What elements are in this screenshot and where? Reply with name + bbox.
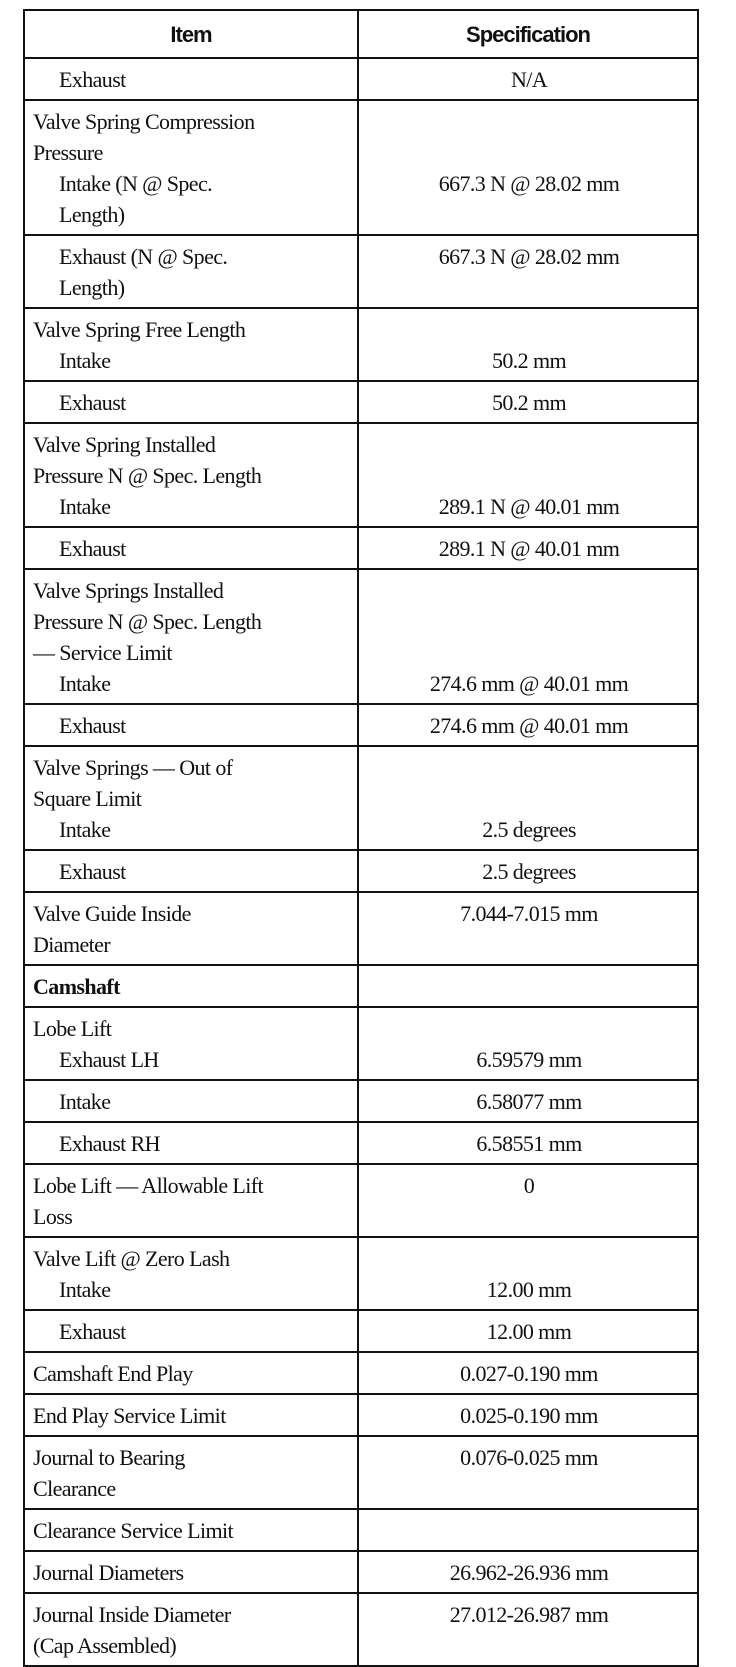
table-row	[24, 100, 698, 235]
table-row	[24, 1122, 698, 1164]
specification-cell	[358, 1551, 698, 1593]
table-row	[24, 1164, 698, 1237]
item-label: Valve Spring Free Length	[33, 317, 246, 342]
specification-value: 7.044-7.015 mm	[460, 901, 598, 926]
specification-cell	[358, 1164, 698, 1237]
specification-cell	[358, 1007, 698, 1080]
specification-cell	[358, 892, 698, 965]
specification-cell	[358, 308, 698, 381]
specification-cell	[358, 569, 698, 704]
specification-cell	[358, 704, 698, 746]
table-row	[24, 1394, 698, 1436]
item-cell	[24, 1080, 358, 1122]
specification-cell	[358, 527, 698, 569]
item-cell	[24, 704, 358, 746]
item-label: Valve Spring Installed	[33, 432, 216, 457]
table-row	[24, 1352, 698, 1394]
item-label: Journal to Bearing	[33, 1445, 185, 1470]
specification-value: 50.2 mm	[491, 390, 567, 415]
specification-cell	[358, 58, 698, 100]
specification-cell	[358, 850, 698, 892]
item-subitem-label: Exhaust RH	[59, 1131, 160, 1156]
table-row	[24, 850, 698, 892]
item-cell	[24, 1122, 358, 1164]
item-cell	[24, 1436, 358, 1509]
spacer	[367, 137, 691, 168]
item-label: Diameter	[33, 932, 111, 957]
column-header-specification: Specification	[358, 10, 698, 58]
table-row	[24, 308, 698, 381]
specification-value: 0.027-0.190 mm	[460, 1361, 598, 1386]
specification-value: 50.2 mm	[491, 348, 567, 373]
spacer	[367, 752, 691, 783]
item-subitem-label: Exhaust (N @ Spec.	[59, 244, 228, 269]
specification-cell	[358, 965, 698, 1007]
table-row	[24, 381, 698, 423]
table-row	[24, 892, 698, 965]
column-header-item: Item	[24, 10, 358, 58]
specification-value: 12.00 mm	[486, 1277, 572, 1302]
item-subitem-label: Length)	[59, 202, 125, 227]
specification-value: 289.1 N @ 40.01 mm	[438, 536, 620, 561]
table-row	[24, 527, 698, 569]
item-label: Clearance Service Limit	[33, 1518, 233, 1543]
specification-value: 6.58551 mm	[476, 1131, 582, 1156]
specification-value: 2.5 degrees	[482, 817, 576, 842]
item-label: — Service Limit	[33, 640, 172, 665]
specification-cell	[358, 1436, 698, 1509]
item-label: End Play Service Limit	[33, 1403, 226, 1428]
item-label: Journal Diameters	[33, 1560, 184, 1585]
item-label: Camshaft End Play	[33, 1361, 193, 1386]
table-row	[24, 423, 698, 527]
item-label: Square Limit	[33, 786, 142, 811]
table-row	[24, 1551, 698, 1593]
specification-cell	[358, 423, 698, 527]
table-row	[24, 1593, 698, 1666]
specification-value: 2.5 degrees	[482, 859, 576, 884]
item-cell	[24, 527, 358, 569]
specification-cell	[358, 100, 698, 235]
specification-value: 0.076-0.025 mm	[460, 1445, 598, 1470]
item-subitem-label: Exhaust	[59, 859, 126, 884]
table-row	[24, 1310, 698, 1352]
item-cell	[24, 746, 358, 850]
item-label: (Cap Assembled)	[33, 1633, 177, 1658]
specification-cell	[358, 1080, 698, 1122]
item-subitem-label: Intake	[59, 1089, 111, 1114]
item-cell	[24, 1310, 358, 1352]
specification-cell	[358, 381, 698, 423]
specification-value: 667.3 N @ 28.02 mm	[438, 244, 620, 269]
table-row	[24, 58, 698, 100]
item-cell	[24, 1394, 358, 1436]
specification-cell	[358, 1237, 698, 1310]
item-subitem-label: Intake	[59, 494, 111, 519]
specification-value: 27.012-26.987 mm	[449, 1602, 609, 1627]
item-cell	[24, 1237, 358, 1310]
item-cell	[24, 308, 358, 381]
specification-cell	[358, 1509, 698, 1551]
item-cell	[24, 423, 358, 527]
specification-value: 0.025-0.190 mm	[460, 1403, 598, 1428]
item-cell	[24, 1593, 358, 1666]
item-subitem-label: Length)	[59, 275, 125, 300]
item-cell	[24, 1352, 358, 1394]
item-subitem-label: Exhaust	[59, 713, 126, 738]
table-body	[24, 58, 698, 1666]
item-subitem-label: Exhaust LH	[59, 1047, 159, 1072]
specification-cell	[358, 235, 698, 308]
item-cell	[24, 569, 358, 704]
item-subitem-label: Intake	[59, 671, 111, 696]
specification-cell	[358, 1122, 698, 1164]
table-row	[24, 1509, 698, 1551]
item-label: Valve Springs — Out of	[33, 755, 233, 780]
spacer	[367, 637, 691, 668]
item-subitem-label: Exhaust	[59, 1319, 126, 1344]
spacer	[367, 783, 691, 814]
specification-value: 667.3 N @ 28.02 mm	[438, 171, 620, 196]
specification-cell	[358, 746, 698, 850]
specification-cell	[358, 1310, 698, 1352]
item-cell	[24, 100, 358, 235]
specification-value: 6.59579 mm	[476, 1047, 582, 1072]
item-label: Valve Springs Installed	[33, 578, 224, 603]
spacer	[367, 1013, 691, 1044]
spacer	[367, 606, 691, 637]
item-subitem-label: Intake	[59, 348, 111, 373]
item-subitem-label: Exhaust	[59, 67, 126, 92]
item-cell	[24, 1007, 358, 1080]
spacer	[367, 314, 691, 345]
item-label: Loss	[33, 1204, 73, 1229]
specification-value: 26.962-26.936 mm	[449, 1560, 609, 1585]
item-subitem-label: Intake	[59, 1277, 111, 1302]
item-label: Camshaft	[33, 974, 120, 999]
table-row	[24, 1237, 698, 1310]
specification-value: N/A	[510, 67, 548, 92]
item-label: Valve Lift @ Zero Lash	[33, 1246, 230, 1271]
specification-value: 6.58077 mm	[476, 1089, 582, 1114]
spacer	[367, 575, 691, 606]
table-row	[24, 746, 698, 850]
item-label: Pressure N @ Spec. Length	[33, 463, 262, 488]
spacer	[367, 429, 691, 460]
specification-cell	[358, 1593, 698, 1666]
specification-value: 0	[523, 1173, 535, 1198]
specification-cell	[358, 1352, 698, 1394]
table-row	[24, 235, 698, 308]
spacer	[367, 460, 691, 491]
item-subitem-label: Exhaust	[59, 390, 126, 415]
specification-value: 12.00 mm	[486, 1319, 572, 1344]
item-label: Pressure N @ Spec. Length	[33, 609, 262, 634]
specification-value: 274.6 mm @ 40.01 mm	[429, 671, 629, 696]
header-row	[24, 10, 698, 58]
item-cell	[24, 1164, 358, 1237]
table-row	[24, 704, 698, 746]
item-subitem-label: Intake	[59, 817, 111, 842]
item-cell	[24, 892, 358, 965]
item-subitem-label: Exhaust	[59, 536, 126, 561]
table-row	[24, 569, 698, 704]
item-label: Journal Inside Diameter	[33, 1602, 231, 1627]
item-cell	[24, 381, 358, 423]
item-label: Valve Guide Inside	[33, 901, 191, 926]
item-cell	[24, 235, 358, 308]
section-row	[24, 965, 698, 1007]
item-label: Valve Spring Compression	[33, 109, 255, 134]
item-cell	[24, 58, 358, 100]
table-row	[24, 1080, 698, 1122]
item-subitem-label: Intake (N @ Spec.	[59, 171, 213, 196]
item-label: Lobe Lift	[33, 1016, 112, 1041]
table-row	[24, 1007, 698, 1080]
specification-table	[23, 9, 699, 1667]
specification-cell	[358, 1394, 698, 1436]
spacer	[367, 1243, 691, 1274]
item-label: Clearance	[33, 1476, 116, 1501]
specification-value: 289.1 N @ 40.01 mm	[438, 494, 620, 519]
item-label: Pressure	[33, 140, 103, 165]
table-row	[24, 1436, 698, 1509]
item-cell	[24, 965, 358, 1007]
item-cell	[24, 1509, 358, 1551]
specification-value: 274.6 mm @ 40.01 mm	[429, 713, 629, 738]
item-label: Lobe Lift — Allowable Lift	[33, 1173, 264, 1198]
item-cell	[24, 1551, 358, 1593]
spacer	[367, 106, 691, 137]
item-cell	[24, 850, 358, 892]
